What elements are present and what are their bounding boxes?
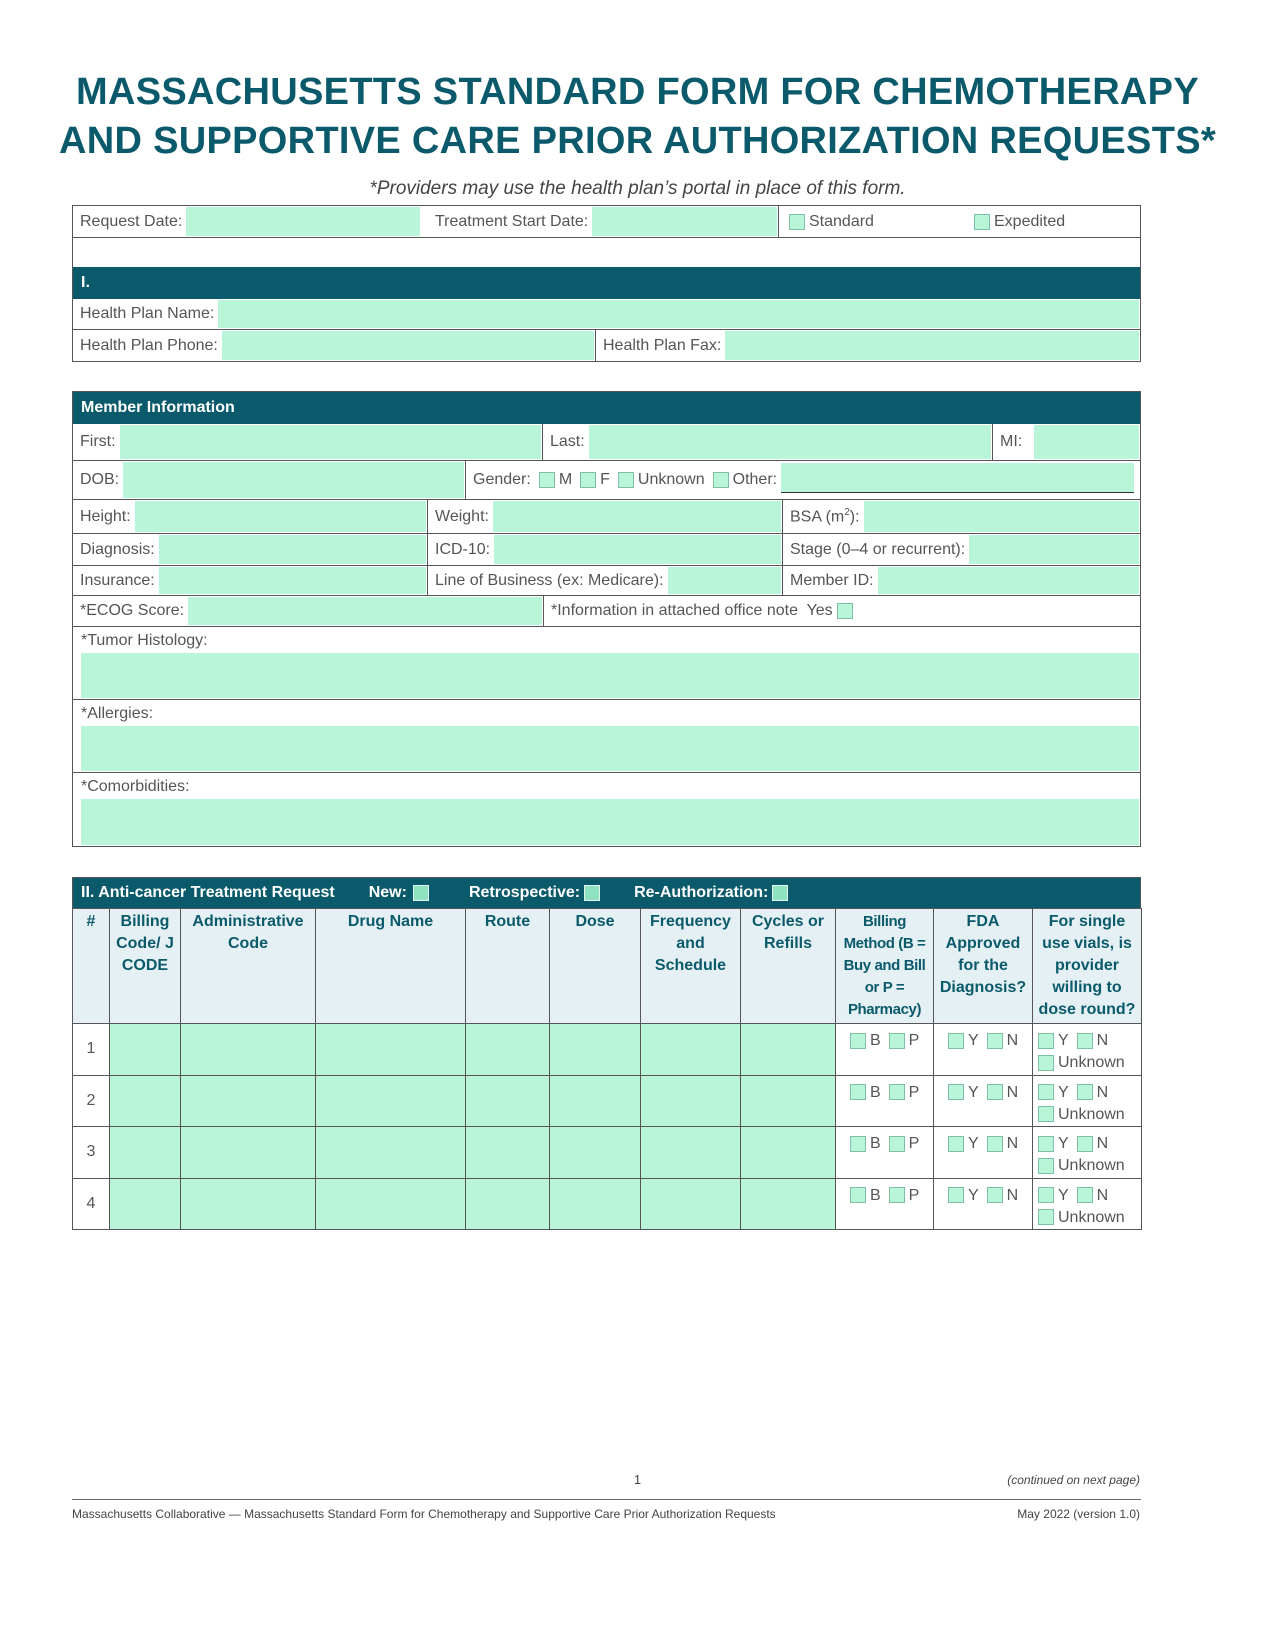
plan-name-input[interactable] bbox=[218, 300, 1139, 328]
allergies-input[interactable] bbox=[81, 726, 1139, 771]
round-unknown-label: Unknown bbox=[1058, 1208, 1125, 1226]
drug-name-input[interactable] bbox=[316, 1127, 466, 1179]
route-input[interactable] bbox=[466, 1178, 550, 1230]
height-label: Height: bbox=[80, 507, 131, 525]
billing-p-checkbox[interactable] bbox=[889, 1033, 905, 1049]
weight-label: Weight: bbox=[435, 507, 489, 525]
comorbidities-cell bbox=[73, 773, 1140, 846]
ecog-input[interactable] bbox=[188, 597, 542, 625]
col-number: # bbox=[73, 909, 110, 1024]
stage-input[interactable] bbox=[969, 535, 1139, 564]
round-y-checkbox[interactable] bbox=[1038, 1136, 1054, 1152]
col-cycles: Cycles or Refills bbox=[741, 909, 836, 1024]
member-id-cell bbox=[783, 566, 1140, 595]
plan-phone-cell bbox=[73, 330, 596, 361]
gender-other-checkbox[interactable] bbox=[713, 472, 729, 488]
office-note-cell bbox=[544, 596, 1140, 626]
diagnosis-input[interactable] bbox=[159, 535, 426, 564]
tumor-histology-label: *Tumor Histology: bbox=[81, 632, 208, 649]
plan-fax-label: Health Plan Fax: bbox=[603, 336, 722, 354]
admin-code-input[interactable] bbox=[181, 1024, 316, 1076]
row-number: 4 bbox=[73, 1178, 110, 1230]
billing-p-label: P bbox=[908, 1083, 920, 1101]
row-number: 3 bbox=[73, 1127, 110, 1179]
col-billing-method: Billing Method (B = Buy and Bill or P = Pharmacy) bbox=[836, 909, 934, 1024]
billing-method-options bbox=[836, 1178, 934, 1230]
cycles-input[interactable] bbox=[741, 1178, 836, 1230]
cycles-input[interactable] bbox=[741, 1075, 836, 1127]
fda-options bbox=[934, 1075, 1033, 1127]
fda-n-checkbox[interactable] bbox=[987, 1187, 1003, 1203]
fda-n-label: N bbox=[1006, 1083, 1019, 1101]
icd-input[interactable] bbox=[494, 535, 781, 564]
diagnosis-label: Diagnosis: bbox=[80, 540, 155, 558]
request-date-label: Request Date: bbox=[80, 212, 183, 230]
gender-m-checkbox[interactable] bbox=[539, 472, 555, 488]
fda-y-label: Y bbox=[968, 1083, 979, 1101]
billing-b-label: B bbox=[870, 1186, 881, 1204]
reauth-checkbox[interactable] bbox=[772, 885, 788, 901]
gender-m-label: M bbox=[558, 471, 573, 488]
billing-b-label: B bbox=[870, 1083, 881, 1101]
round-n-checkbox[interactable] bbox=[1077, 1136, 1093, 1152]
member-section bbox=[72, 391, 1141, 847]
dose-input[interactable] bbox=[550, 1024, 641, 1076]
fda-y-label: Y bbox=[968, 1032, 979, 1049]
insurance-input[interactable] bbox=[159, 567, 426, 594]
round-y-checkbox[interactable] bbox=[1038, 1084, 1054, 1100]
form-title bbox=[0, 68, 1275, 166]
reauth-label: Re-Authorization: bbox=[634, 884, 769, 901]
route-input[interactable] bbox=[466, 1024, 550, 1076]
icd-cell bbox=[428, 534, 783, 565]
dob-cell bbox=[73, 461, 466, 499]
new-checkbox[interactable] bbox=[413, 885, 429, 901]
col-admin-code: Administrative Code bbox=[181, 909, 316, 1024]
col-route: Route bbox=[466, 909, 550, 1024]
page-number: 1 bbox=[633, 1472, 642, 1487]
retro-label: Retrospective: bbox=[468, 884, 581, 901]
last-name-input[interactable] bbox=[589, 425, 991, 459]
plan-phone-input[interactable] bbox=[222, 331, 594, 360]
stage-label: Stage (0–4 or recurrent): bbox=[790, 540, 966, 558]
request-date-cell bbox=[73, 206, 421, 237]
dose-round-options bbox=[1033, 1127, 1142, 1179]
billing-p-checkbox[interactable] bbox=[889, 1187, 905, 1203]
weight-cell bbox=[428, 500, 783, 533]
col-dose: Dose bbox=[550, 909, 641, 1024]
mi-input[interactable] bbox=[1034, 425, 1139, 459]
table-row bbox=[73, 1075, 1142, 1127]
row-number: 1 bbox=[73, 1024, 110, 1076]
allergies-label: *Allergies: bbox=[81, 705, 154, 722]
round-unknown-label: Unknown bbox=[1058, 1157, 1125, 1174]
round-y-label: Y bbox=[1058, 1083, 1069, 1101]
form-subtitle: *Providers may use the health plan’s portal in place of this form. bbox=[369, 178, 906, 199]
gender-f-checkbox[interactable] bbox=[580, 472, 596, 488]
section-one-header: I. bbox=[73, 267, 1140, 299]
bsa-input[interactable] bbox=[864, 501, 1139, 532]
frequency-input[interactable] bbox=[641, 1127, 741, 1179]
bsa-label-end: ): bbox=[849, 508, 860, 526]
dose-round-options bbox=[1033, 1024, 1142, 1076]
frequency-input[interactable] bbox=[641, 1178, 741, 1230]
height-cell bbox=[73, 500, 428, 533]
billing-b-label: B bbox=[870, 1032, 881, 1049]
office-note-checkbox[interactable] bbox=[837, 603, 853, 619]
member-header: Member Information bbox=[73, 392, 1140, 424]
gender-unknown-checkbox[interactable] bbox=[618, 472, 634, 488]
round-n-label: N bbox=[1096, 1135, 1109, 1152]
billing-method-options bbox=[836, 1075, 934, 1127]
round-y-checkbox[interactable] bbox=[1038, 1033, 1054, 1049]
comorbidities-input[interactable] bbox=[81, 799, 1139, 845]
col-frequency: Frequency and Schedule bbox=[641, 909, 741, 1024]
expedited-checkbox[interactable] bbox=[974, 214, 990, 230]
cycles-input[interactable] bbox=[741, 1127, 836, 1179]
treatment-start-input[interactable] bbox=[592, 207, 777, 236]
table-row bbox=[73, 1178, 1142, 1230]
fda-y-checkbox[interactable] bbox=[948, 1033, 964, 1049]
new-label: New: bbox=[368, 884, 407, 901]
lob-cell bbox=[428, 566, 783, 595]
tumor-histology-cell bbox=[73, 627, 1140, 700]
col-fda-approved: FDA Approved for the Diagnosis? bbox=[934, 909, 1033, 1024]
fda-y-label: Y bbox=[968, 1135, 979, 1152]
col-drug-name: Drug Name bbox=[316, 909, 466, 1024]
gender-other-label: Other: bbox=[732, 471, 778, 488]
billing-b-checkbox[interactable] bbox=[850, 1136, 866, 1152]
billing-b-checkbox[interactable] bbox=[850, 1033, 866, 1049]
fda-y-checkbox[interactable] bbox=[948, 1187, 964, 1203]
admin-code-input[interactable] bbox=[181, 1127, 316, 1179]
round-n-label: N bbox=[1096, 1083, 1109, 1101]
bsa-label-sup: 2 bbox=[844, 506, 850, 518]
title-line-2: AND SUPPORTIVE CARE PRIOR AUTHORIZATION REQUESTS* bbox=[59, 120, 1216, 162]
comorbidities-label: *Comorbidities: bbox=[81, 778, 190, 795]
insurance-label: Insurance: bbox=[80, 571, 155, 589]
stage-cell bbox=[783, 534, 1140, 565]
request-box bbox=[72, 205, 1141, 238]
admin-code-input[interactable] bbox=[181, 1075, 316, 1127]
footer-left: Massachusetts Collaborative — Massachusetts Standard Form for Chemotherapy and Supportive Care Prior Authorization Requests bbox=[72, 1507, 776, 1521]
fda-n-label: N bbox=[1006, 1032, 1019, 1049]
fda-n-label: N bbox=[1006, 1135, 1019, 1152]
mi-label: MI: bbox=[1000, 433, 1023, 450]
standard-option[interactable] bbox=[779, 206, 974, 237]
plan-name-label: Health Plan Name: bbox=[80, 305, 215, 322]
dose-round-options bbox=[1033, 1075, 1142, 1127]
table-row bbox=[73, 1024, 1142, 1076]
first-name-input[interactable] bbox=[120, 425, 541, 459]
frequency-input[interactable] bbox=[641, 1075, 741, 1127]
fda-options bbox=[934, 1127, 1033, 1179]
section-two-title: II. Anti-cancer Treatment Request bbox=[81, 884, 335, 901]
last-name-label: Last: bbox=[550, 433, 585, 450]
round-n-label: N bbox=[1096, 1032, 1109, 1049]
continued-note: (continued on next page) bbox=[1007, 1473, 1140, 1487]
weight-input[interactable] bbox=[493, 501, 781, 532]
ecog-cell bbox=[73, 596, 544, 626]
row-number: 2 bbox=[73, 1075, 110, 1127]
round-unknown-checkbox[interactable] bbox=[1038, 1158, 1054, 1174]
section-one bbox=[72, 238, 1141, 362]
treatment-start-label: Treatment Start Date: bbox=[435, 212, 589, 230]
gender-label: Gender: bbox=[473, 471, 531, 488]
gender-cell bbox=[466, 461, 1140, 499]
fda-y-checkbox[interactable] bbox=[948, 1084, 964, 1100]
billing-p-checkbox[interactable] bbox=[889, 1136, 905, 1152]
col-dose-round: For single use vials, is provider willing to dose round? bbox=[1033, 909, 1142, 1024]
member-id-label: Member ID: bbox=[790, 571, 874, 589]
standard-label: Standard bbox=[809, 212, 874, 230]
lob-input[interactable] bbox=[668, 567, 781, 594]
expedited-option[interactable] bbox=[974, 206, 1140, 237]
col-billing-code: Billing Code/ J CODE bbox=[110, 909, 181, 1024]
icd-label: ICD-10: bbox=[435, 540, 491, 558]
allergies-cell bbox=[73, 700, 1140, 773]
fda-options bbox=[934, 1024, 1033, 1076]
fda-y-checkbox[interactable] bbox=[948, 1136, 964, 1152]
billing-b-label: B bbox=[870, 1135, 881, 1152]
admin-code-input[interactable] bbox=[181, 1178, 316, 1230]
footer-divider bbox=[72, 1499, 1141, 1500]
round-n-checkbox[interactable] bbox=[1077, 1033, 1093, 1049]
dose-round-options bbox=[1033, 1178, 1142, 1230]
plan-phone-label: Health Plan Phone: bbox=[80, 336, 218, 354]
bsa-label-text: BSA (m bbox=[790, 508, 845, 526]
fda-n-checkbox[interactable] bbox=[987, 1136, 1003, 1152]
billing-p-checkbox[interactable] bbox=[889, 1084, 905, 1100]
fda-n-checkbox[interactable] bbox=[987, 1084, 1003, 1100]
billing-method-options bbox=[836, 1127, 934, 1179]
treatment-header-row bbox=[73, 909, 1142, 1024]
round-y-checkbox[interactable] bbox=[1038, 1187, 1054, 1203]
first-name-cell bbox=[73, 424, 543, 460]
billing-code-input[interactable] bbox=[110, 1127, 181, 1179]
fda-n-label: N bbox=[1006, 1186, 1019, 1204]
request-date-input[interactable] bbox=[186, 207, 420, 236]
round-n-checkbox[interactable] bbox=[1077, 1187, 1093, 1203]
billing-p-label: P bbox=[908, 1135, 920, 1152]
drug-name-input[interactable] bbox=[316, 1075, 466, 1127]
retro-checkbox[interactable] bbox=[584, 885, 600, 901]
fda-options bbox=[934, 1178, 1033, 1230]
route-input[interactable] bbox=[466, 1127, 550, 1179]
billing-p-label: P bbox=[908, 1186, 920, 1204]
round-unknown-label: Unknown bbox=[1058, 1054, 1125, 1071]
drug-name-input[interactable] bbox=[316, 1178, 466, 1230]
billing-b-checkbox[interactable] bbox=[850, 1187, 866, 1203]
billing-method-options bbox=[836, 1024, 934, 1076]
height-input[interactable] bbox=[135, 501, 426, 532]
gender-f-label: F bbox=[600, 471, 610, 488]
member-id-input[interactable] bbox=[878, 567, 1139, 594]
billing-code-input[interactable] bbox=[110, 1178, 181, 1230]
dob-input[interactable] bbox=[123, 462, 464, 498]
footer-right: May 2022 (version 1.0) bbox=[1017, 1507, 1140, 1521]
last-name-cell bbox=[543, 424, 993, 460]
billing-p-label: P bbox=[908, 1032, 920, 1049]
mi-cell bbox=[993, 424, 1140, 460]
section-two-header bbox=[72, 877, 1141, 909]
fda-y-label: Y bbox=[968, 1186, 979, 1204]
ecog-label: *ECOG Score: bbox=[80, 602, 185, 619]
gender-other-input[interactable] bbox=[781, 463, 1134, 493]
first-name-label: First: bbox=[80, 433, 116, 450]
diagnosis-cell bbox=[73, 534, 428, 565]
dose-input[interactable] bbox=[550, 1075, 641, 1127]
round-unknown-checkbox[interactable] bbox=[1038, 1055, 1054, 1071]
fda-n-checkbox[interactable] bbox=[987, 1033, 1003, 1049]
round-y-label: Y bbox=[1058, 1135, 1069, 1152]
treatment-start-cell bbox=[421, 206, 779, 237]
office-note-label: *Information in attached office note Yes bbox=[551, 602, 833, 619]
billing-code-input[interactable] bbox=[110, 1024, 181, 1076]
dose-input[interactable] bbox=[550, 1127, 641, 1179]
tumor-histology-input[interactable] bbox=[81, 653, 1139, 698]
insurance-cell bbox=[73, 566, 428, 595]
plan-fax-input[interactable] bbox=[725, 331, 1139, 360]
round-unknown-label: Unknown bbox=[1058, 1105, 1125, 1123]
route-input[interactable] bbox=[466, 1075, 550, 1127]
title-line-1: MASSACHUSETTS STANDARD FORM FOR CHEMOTHERAPY bbox=[76, 71, 1199, 113]
dob-label: DOB: bbox=[80, 471, 120, 488]
cycles-input[interactable] bbox=[741, 1024, 836, 1076]
plan-name-cell bbox=[73, 299, 1140, 329]
lob-label: Line of Business (ex: Medicare): bbox=[435, 571, 664, 589]
treatment-table bbox=[72, 908, 1142, 1230]
bsa-cell bbox=[783, 500, 1140, 533]
round-unknown-checkbox[interactable] bbox=[1038, 1106, 1054, 1122]
billing-b-checkbox[interactable] bbox=[850, 1084, 866, 1100]
billing-code-input[interactable] bbox=[110, 1075, 181, 1127]
table-row bbox=[73, 1127, 1142, 1179]
gender-unknown-label: Unknown bbox=[637, 471, 705, 488]
drug-name-input[interactable] bbox=[316, 1024, 466, 1076]
frequency-input[interactable] bbox=[641, 1024, 741, 1076]
round-y-label: Y bbox=[1058, 1186, 1069, 1204]
round-n-label: N bbox=[1096, 1186, 1109, 1204]
dose-input[interactable] bbox=[550, 1178, 641, 1230]
plan-fax-cell bbox=[596, 330, 1140, 361]
round-y-label: Y bbox=[1058, 1032, 1069, 1049]
expedited-label: Expedited bbox=[994, 212, 1066, 230]
bsa-label bbox=[790, 507, 864, 526]
round-unknown-checkbox[interactable] bbox=[1038, 1209, 1054, 1225]
round-n-checkbox[interactable] bbox=[1077, 1084, 1093, 1100]
standard-checkbox[interactable] bbox=[789, 214, 805, 230]
